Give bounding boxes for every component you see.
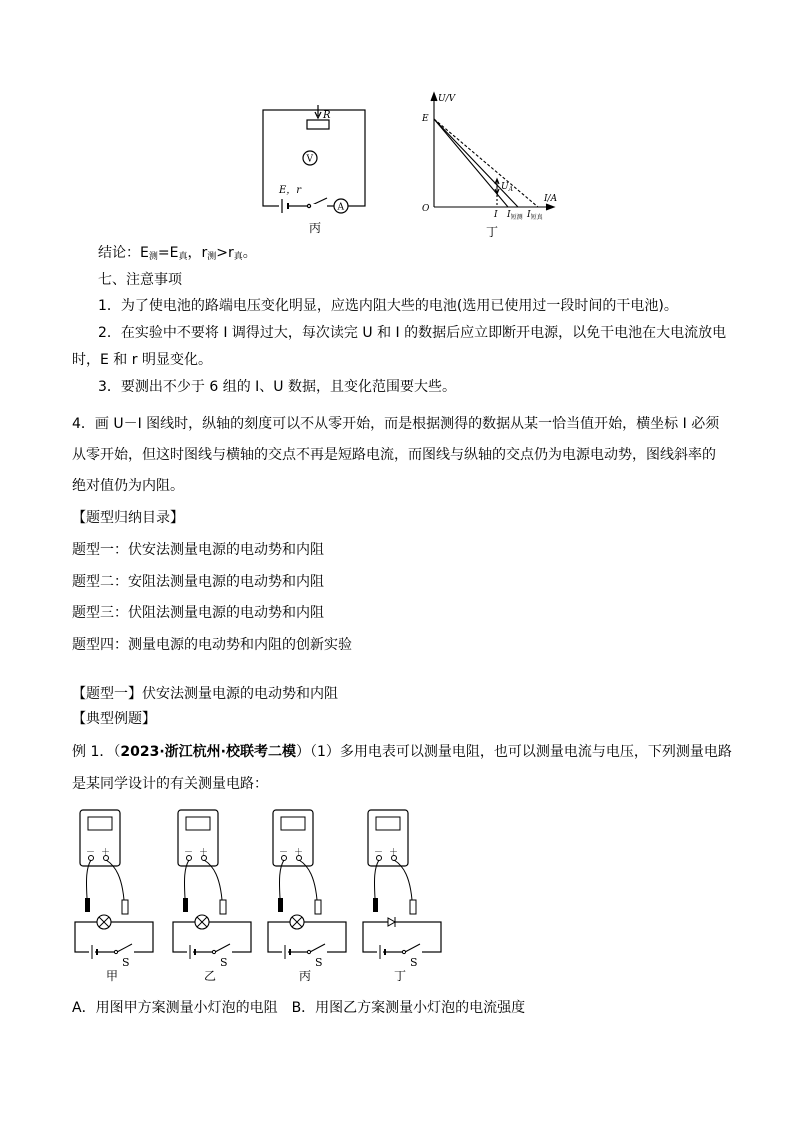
typical-heading: 【典型例题】 <box>72 711 156 727</box>
figure-caption: 甲 <box>106 969 119 983</box>
battery-label: E，r <box>279 185 302 196</box>
graph-i-label: I <box>494 210 498 220</box>
options-line: A．用图甲方案测量小灯泡的电阻 B．用图乙方案测量小灯泡的电流强度 <box>72 1000 526 1016</box>
multimeter-circuit-2 <box>170 808 262 988</box>
multimeter-circuit-1 <box>72 808 164 988</box>
example1-line1: 例 1．（2023·浙江杭州·校联考二模）（1）多用电表可以测量电阻，也可以测量电流与电压，下列测量电路 <box>72 744 732 760</box>
example1-line2: 是某同学设计的有关测量电路： <box>72 776 268 792</box>
toc-item-3: 题型三：伏阻法测量电源的电动势和内阻 <box>72 605 324 621</box>
figure-caption: 乙 <box>204 969 217 983</box>
plus-label: ＋ <box>389 848 399 858</box>
toc-item-1: 题型一：伏安法测量电源的电动势和内阻 <box>72 542 324 558</box>
note-4-line3: 绝对值仍为内阻。 <box>72 478 184 494</box>
ui-graph-ding <box>410 85 575 240</box>
toc-item-4: 题型四：测量电源的电动势和内阻的创新实验 <box>72 637 352 653</box>
graph-i-meas-label: $I_{短测}$ <box>507 210 523 221</box>
plus-label: ＋ <box>294 848 304 858</box>
minus-label: － <box>374 848 384 858</box>
minus-label: － <box>184 848 194 858</box>
note-2: 2．在实验中不要将 I 调得过大，每次读完 U 和 I 的数据后应立即断开电源，以免干电池在大电流放电 <box>98 325 727 341</box>
section7-title: 七、注意事项 <box>98 272 182 288</box>
switch-label: S <box>410 956 418 969</box>
caption-ding-top: 丁 <box>486 225 499 239</box>
toc-item-2: 题型二：安阻法测量电源的电动势和内阻 <box>72 574 324 590</box>
minus-label: － <box>86 848 96 858</box>
note-2-cont: 时，E 和 r 明显变化。 <box>72 352 212 368</box>
graph-y-label: U/V <box>438 94 456 104</box>
caption-bing-top: 丙 <box>309 221 322 235</box>
switch-label: S <box>122 956 130 969</box>
type1-heading: 【题型一】伏安法测量电源的电动势和内阻 <box>72 686 338 702</box>
multimeter-circuit-3 <box>265 808 357 988</box>
graph-ua-label: $U_A$ <box>501 182 513 193</box>
graph-e-label: E <box>422 114 429 124</box>
conclusion-line: 结论：$E_测=E_真$，$r_测>r_真$。 <box>98 245 257 262</box>
plus-label: ＋ <box>101 848 111 858</box>
toc-title: 【题型归纳目录】 <box>72 510 184 526</box>
graph-x-label: I/A <box>544 194 558 204</box>
circuit-diagram-bing <box>255 100 380 240</box>
plus-label: ＋ <box>199 848 209 858</box>
minus-label: － <box>279 848 289 858</box>
graph-i-true-label: $I_{短真}$ <box>527 210 543 221</box>
note-1: 1．为了使电池的路端电压变化明显，应选内阻大些的电池(选用已使用过一段时间的干电池)。 <box>98 298 678 314</box>
figure-caption: 丙 <box>299 969 312 983</box>
v-label: V <box>306 154 313 165</box>
note-4-line2: 从零开始，但这时图线与横轴的交点不再是短路电流，而图线与纵轴的交点仍为电源电动势，图线斜率的 <box>72 447 716 463</box>
note-4-line1: 4．画 U－I 图线时，纵轴的刻度可以不从零开始，而是根据测得的数据从某一恰当值开始，横坐标 I 必须 <box>72 416 720 432</box>
multimeter-circuit-4 <box>360 808 452 988</box>
note-3: 3．要测出不少于 6 组的 I、U 数据，且变化范围要大些。 <box>98 379 456 395</box>
switch-label: S <box>220 956 228 969</box>
figure-caption: 丁 <box>394 969 407 983</box>
switch-label: S <box>315 956 323 969</box>
r-label: R <box>323 110 331 121</box>
a-label: A <box>337 202 344 213</box>
graph-origin: O <box>422 204 430 214</box>
